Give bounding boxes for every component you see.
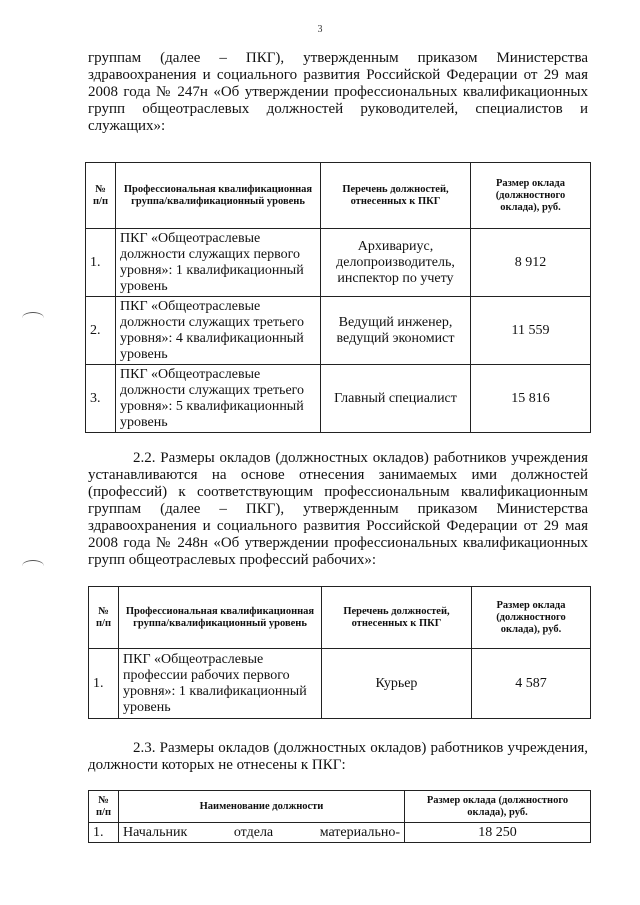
- paragraph-2-2: 2.2. Размеры окладов (должностных окладов) работников учреждения устанавливаются на основе отнесения занимаемых ими должностей (профессий) к соответствующим профессиональным квалификационным группам (далее – ПКГ), утвержденным приказом Министерства здравоохранения и социального развития Российской Федерации от 29 мая 2008 года № 248н «Об утверждении профессиональных квалификационных групп общеотраслевых профессий рабочих»:: [88, 450, 588, 568]
- header-positions: Перечень должностей, отнесенных к ПКГ: [321, 163, 471, 229]
- cell-pkg: ПКГ «Общеотраслевые должности служащих третьего уровня»: 4 квалификационный уровень: [116, 297, 321, 365]
- paragraph-2-3: 2.3. Размеры окладов (должностных окладов) работников учреждения, должности которых не отнесены к ПКГ:: [88, 740, 588, 773]
- binder-hole-mark: [22, 312, 44, 324]
- header-position-name: Наименование должности: [119, 791, 405, 823]
- cell-pkg: ПКГ «Общеотраслевые должности служащих первого уровня»: 1 квалификационный уровень: [116, 229, 321, 297]
- table-pkg-employees: [85, 162, 591, 433]
- cell-number: 1.: [86, 229, 116, 297]
- table-non-pkg: [88, 790, 591, 843]
- header-positions: Перечень должностей, отнесенных к ПКГ: [322, 587, 472, 649]
- table-row: [86, 229, 591, 297]
- header-number: № п/п: [89, 587, 119, 649]
- table-row: [86, 297, 591, 365]
- table-pkg-workers: [88, 586, 591, 719]
- cell-salary: 8 912: [471, 229, 591, 297]
- cell-salary: 15 816: [471, 365, 591, 433]
- header-number: № п/п: [86, 163, 116, 229]
- header-number: № п/п: [89, 791, 119, 823]
- intro-paragraph: группам (далее – ПКГ), утвержденным приказом Министерства здравоохранения и социального развития Российской Федерации от 29 мая 2008 года № 247н «Об утверждении профессиональных квалификационных групп общеотраслевых должностей руководителей, специалистов и служащих»:: [88, 50, 588, 134]
- cell-number: 3.: [86, 365, 116, 433]
- cell-position-name: Начальник отдела материально-: [119, 823, 405, 843]
- table-row: [89, 649, 591, 719]
- table-row: [86, 365, 591, 433]
- table-row: [89, 823, 591, 843]
- cell-salary: 4 587: [472, 649, 591, 719]
- cell-positions: Курьер: [322, 649, 472, 719]
- cell-pkg: ПКГ «Общеотраслевые должности служащих третьего уровня»: 5 квалификационный уровень: [116, 365, 321, 433]
- binder-hole-mark: [22, 560, 44, 572]
- header-salary: Размер оклада (должностного оклада), руб.: [471, 163, 591, 229]
- header-pkg: Профессиональная квалификационная группа/квалификационный уровень: [119, 587, 322, 649]
- cell-number: 2.: [86, 297, 116, 365]
- header-pkg: Профессиональная квалификационная группа/квалификационный уровень: [116, 163, 321, 229]
- header-salary: Размер оклада (должностного оклада), руб.: [405, 791, 591, 823]
- table-header-row: [86, 163, 591, 229]
- cell-pkg: ПКГ «Общеотраслевые профессии рабочих первого уровня»: 1 квалификационный уровень: [119, 649, 322, 719]
- cell-number: 1.: [89, 649, 119, 719]
- cell-salary: 11 559: [471, 297, 591, 365]
- cell-positions: Главный специалист: [321, 365, 471, 433]
- page-number: 3: [317, 24, 323, 35]
- table-header-row: [89, 791, 591, 823]
- cell-positions: Архивариус, делопроизводитель, инспектор по учету: [321, 229, 471, 297]
- header-salary: Размер оклада (должностного оклада), руб.: [472, 587, 591, 649]
- table-header-row: [89, 587, 591, 649]
- cell-number: 1.: [89, 823, 119, 843]
- cell-positions: Ведущий инженер, ведущий экономист: [321, 297, 471, 365]
- cell-salary: 18 250: [405, 823, 591, 843]
